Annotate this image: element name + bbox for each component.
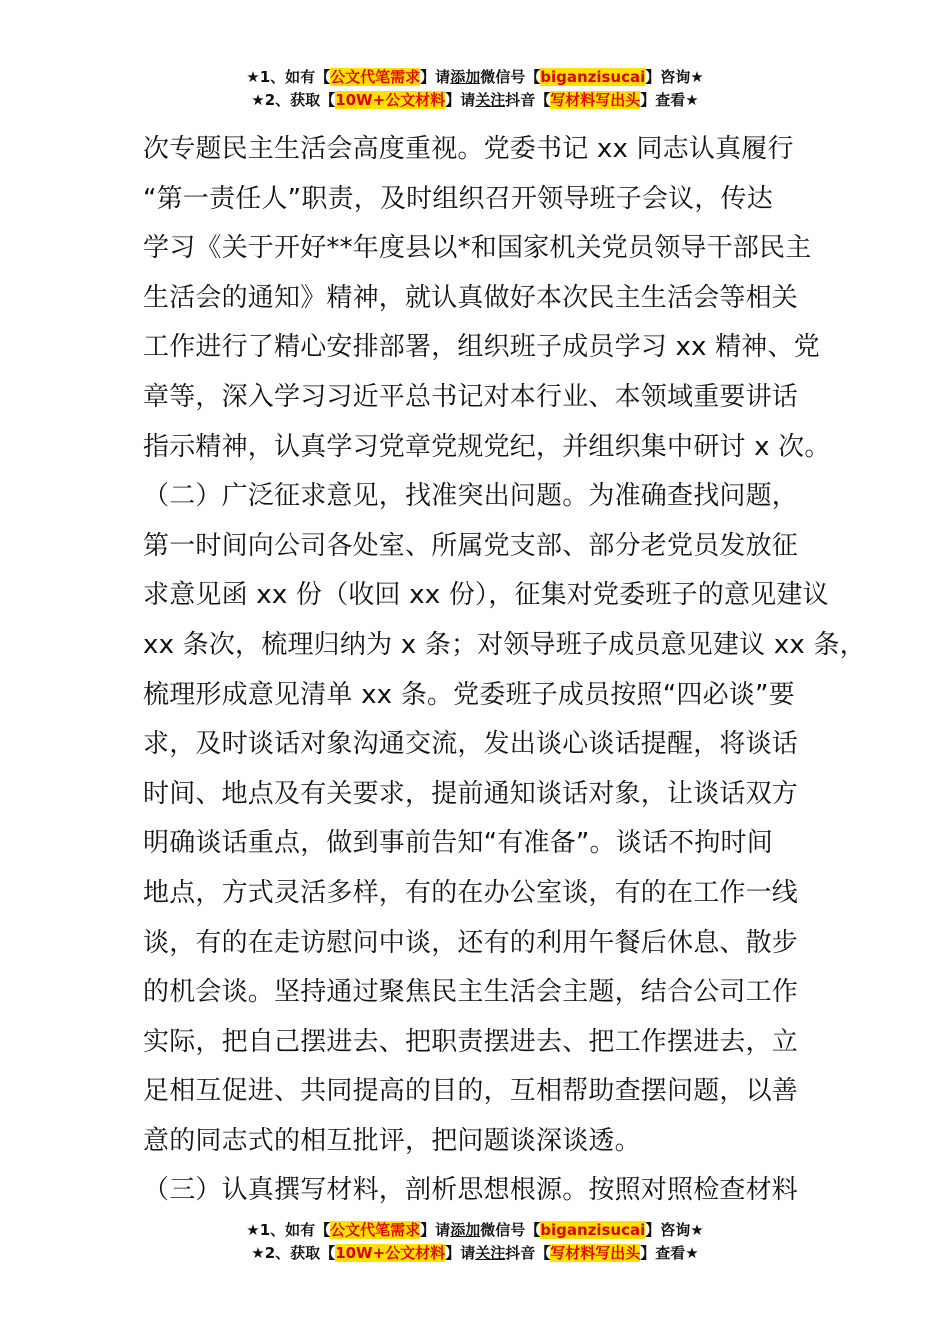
section-heading-3: （三）认真撰写材料，剖析思想根源。按照对照检查材料 — [143, 1175, 799, 1206]
header-banner — [0, 66, 950, 112]
banner-text: ★2、获取【 — [251, 1244, 336, 1262]
banner-line-2 — [0, 1242, 950, 1265]
body-line: 求，及时谈话对象沟通交流，发出谈心谈话提醒，将谈话 — [143, 729, 799, 760]
body-line: 次专题民主生活会高度重视。党委书记 xx 同志认真履行 — [143, 134, 794, 164]
banner-text: 】请 — [445, 1244, 476, 1262]
body-line: 指示精神，认真学习党章党规党纪，并组织集中研讨 x 次。 — [143, 431, 831, 462]
banner-text: 】查看★ — [640, 91, 699, 109]
footer-banner — [0, 1219, 950, 1265]
banner-text: ★1、如有【 — [246, 1221, 331, 1239]
banner-text: 微信号【 — [480, 1221, 541, 1239]
banner-text: ★2、获取【 — [251, 91, 336, 109]
body-line: 学习《关于开好**年度县以*和国家机关党员领导干部民主 — [143, 233, 812, 264]
banner-text: 】请 — [420, 68, 451, 86]
body-line: xx 条次，梳理归纳为 x 条；对领导班子成员意见建议 xx 条， — [143, 629, 866, 660]
banner-underline: 添加 — [450, 68, 481, 86]
banner-line-2 — [0, 89, 950, 112]
banner-highlight: biganzisucai — [540, 1221, 646, 1239]
body-line: 的机会谈。坚持通过聚焦民主生活会主题，结合公司工作 — [143, 977, 799, 1008]
body-line: 生活会的通知》精神，就认真做好本次民主生活会等相关 — [143, 282, 799, 313]
banner-line-1 — [0, 66, 950, 89]
banner-highlight: 写材料写出头 — [550, 1244, 641, 1262]
body-line: 足相互促进、共同提高的目的，互相帮助查摆问题，以善 — [143, 1076, 799, 1107]
body-line: 地点，方式灵活多样，有的在办公室谈，有的在工作一线 — [143, 877, 799, 908]
body-line: 工作进行了精心安排部署，组织班子成员学习 xx 精神、党 — [143, 332, 820, 363]
banner-text: 抖音【 — [505, 91, 551, 109]
banner-highlight: 公文代笔需求 — [330, 68, 421, 86]
body-line: 时间、地点及有关要求，提前通知谈话对象，让谈话双方 — [143, 778, 799, 809]
body-line: 实际，把自己摆进去、把职责摆进去、把工作摆进去，立 — [143, 1026, 799, 1057]
banner-line-1 — [0, 1219, 950, 1242]
body-line: 明确谈话重点，做到事前告知“有准备”。谈话不拘时间 — [143, 828, 773, 859]
banner-underline: 添加 — [450, 1221, 481, 1239]
banner-text: 】咨询★ — [645, 1221, 704, 1239]
banner-underline: 关注 — [475, 91, 506, 109]
banner-text: 抖音【 — [505, 1244, 551, 1262]
body-line: “第一责任人”职责，及时组织召开领导班子会议，传达 — [143, 183, 773, 214]
banner-text: 】请 — [445, 91, 476, 109]
banner-text: 】查看★ — [640, 1244, 699, 1262]
banner-highlight: 10W+公文材料 — [335, 91, 446, 109]
banner-underline: 关注 — [475, 1244, 506, 1262]
document-body — [143, 125, 866, 1216]
banner-text: 】咨询★ — [645, 68, 704, 86]
body-line: 意的同志式的相互批评，把问题谈深谈透。 — [143, 1125, 641, 1156]
section-heading-2: （二）广泛征求意见，找准突出问题。为准确查找问题， — [143, 481, 799, 512]
banner-text: 微信号【 — [480, 68, 541, 86]
body-line: 求意见函 xx 份（收回 xx 份），征集对党委班子的意见建议 — [143, 580, 829, 611]
banner-highlight: biganzisucai — [540, 68, 646, 86]
body-line: 第一时间向公司各处室、所属党支部、部分老党员发放征 — [143, 530, 799, 561]
body-line: 谈，有的在走访慰问中谈，还有的利用午餐后休息、散步 — [143, 927, 799, 958]
banner-highlight: 写材料写出头 — [550, 91, 641, 109]
banner-text: 】请 — [420, 1221, 451, 1239]
banner-highlight: 公文代笔需求 — [330, 1221, 421, 1239]
banner-highlight: 10W+公文材料 — [335, 1244, 446, 1262]
body-line: 梳理形成意见清单 xx 条。党委班子成员按照“四必谈”要 — [143, 679, 795, 710]
banner-text: ★1、如有【 — [246, 68, 331, 86]
body-line: 章等，深入学习习近平总书记对本行业、本领域重要讲话 — [143, 381, 799, 412]
